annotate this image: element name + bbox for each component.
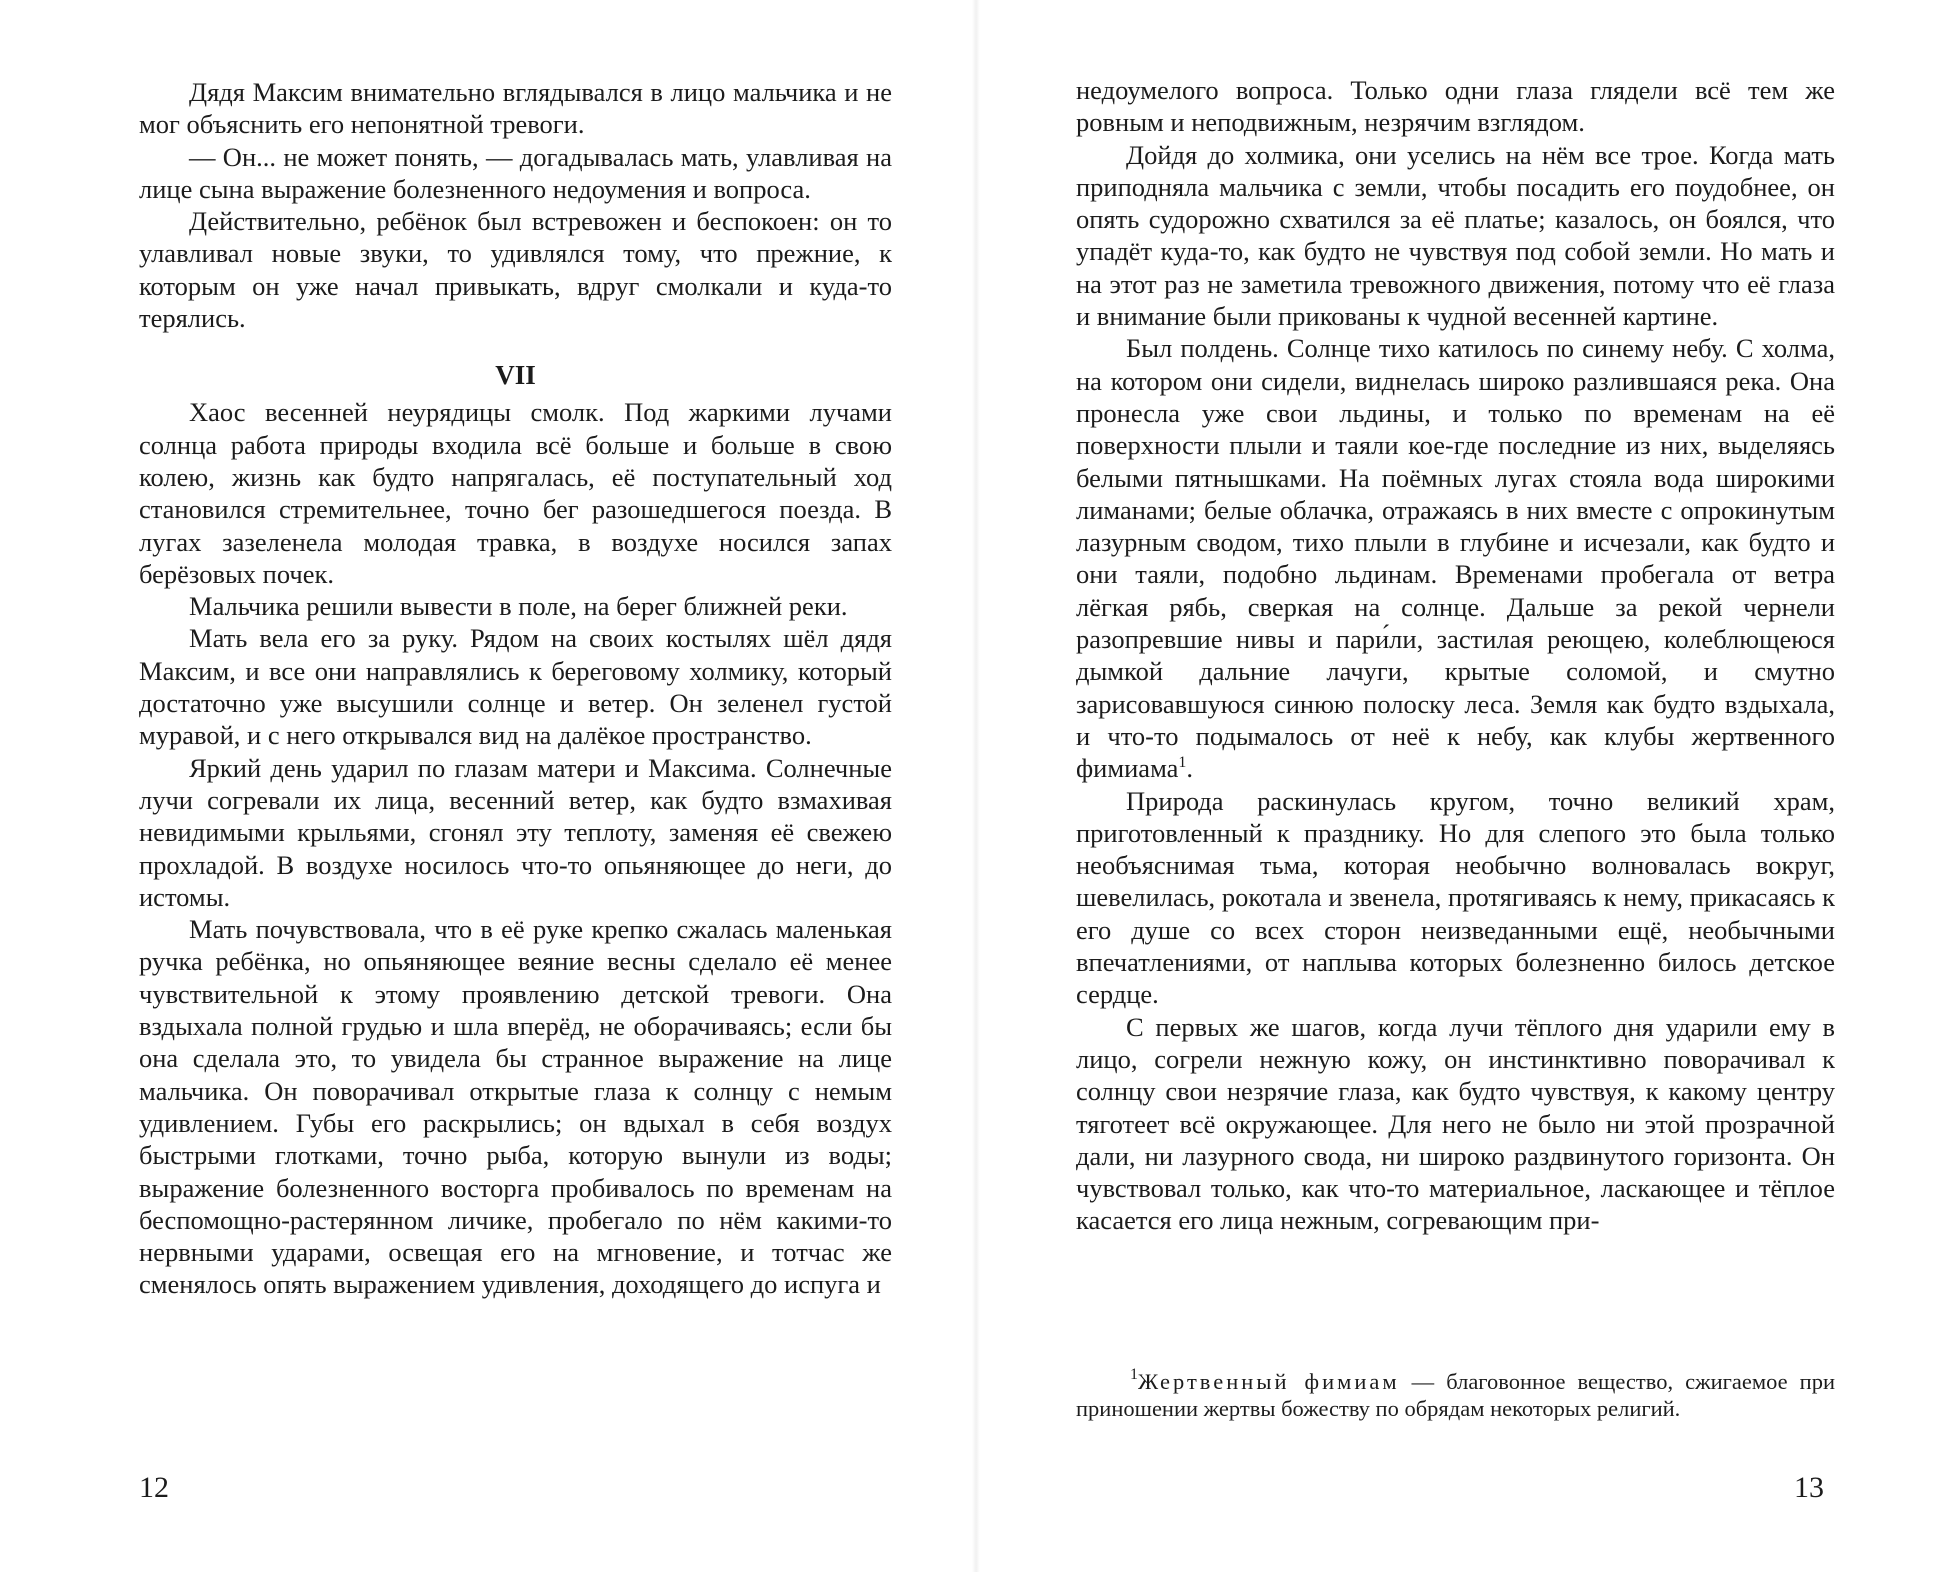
paragraph: Хаос весенней неурядицы смолк. Под жаркими лучами солнца работа природы входила всё больше и больше в свою колею, жизнь как будто напрягалась, её поступательный ход становился стремительнее, точно бег разошедшегося поезда. В лугах зазеленела молодая травка, в воздухе носился запах берёзовых почек. [139, 397, 892, 589]
paragraph: Дойдя до холмика, они уселись на нём все трое. Когда мать приподняла мальчика с земли, чтобы посадить его поудобнее, он опять судорожно схватился за её платье; казалось, он боялся, что упадёт куда-то, как будто не чувствуя под собой земли. Но мать и на этот раз не заметила тревожного движения, потому что её глаза и внимание были прикованы к чудной весенней картине. [1076, 139, 1835, 332]
page-number: 12 [139, 1471, 169, 1504]
paragraph: С первых же шагов, когда лучи тёплого дня ударили ему в лицо, согрели нежную кожу, он инстинктивно поворачивал к солнцу свои незрячие глаза, как будто чувствуя, к какому центру тяготеет всё окружающее. Для него не было ни этой прозрачной дали, ни лазурного свода, ни широко раздвинутого горизонта. Он чувствовал только, как что-то материальное, ласкающее и тёплое касается его лица нежным, согревающим при- [1076, 1011, 1835, 1236]
paragraph: — Он... не может понять, — догадывалась мать, улавливая на лице сына выражение болезненного недоумения и вопроса. [139, 141, 892, 204]
chapter-heading: VII [495, 360, 536, 391]
paragraph: Мать вела его за руку. Рядом на своих костылях шёл дядя Максим, и все они направлялись к береговому холмику, который достаточно уже высушили солнце и ветер. Он зеленел густой муравой, и с него открывался вид на далёкое пространство. [139, 623, 892, 751]
paragraph-text: Был полдень. Солнце тихо катилось по синему небу. С холма, на котором они сидели, виднелась широко разлившаяся река. Она пронесла уже свои льдины, и только по временам на её поверхности плыли и таяли кое-где последние из них, выделяясь белыми пятнышками. На поёмных лугах стояла вода широкими лиманами; белые облачка, отражаясь в них вместе с опрокинутым лазурным сводом, тихо плыли в глубине и исчезали, как будто и они таяли, подобно льдинам. Временами пробегала от ветра лёгкая рябь, сверкая на солнце. Дальше за рекой чернели разопревшие нивы и пари́ли, застилая реющею, колеблющеюся дымкой дальние лачуги, крытые соломой, и смутно зарисовавшуюся синюю полоску леса. Земля как будто вздыхала, и что-то подымалось от неё к небу, как клубы жертвенного фимиама [1076, 333, 1835, 784]
footnote-term: Жертвенный фимиам [1138, 1369, 1400, 1394]
paragraph: Дядя Максим внимательно вглядывался в лицо мальчика и не мог объяснить его непонятной тревоги. [139, 77, 892, 140]
paragraph: Мать почувствовала, что в её руке крепко сжалась маленькая ручка ребёнка, но опьяняющее веяние весны сделало её менее чувствительной к этому проявлению детской тревоги. Она вздыхала полной грудью и шла вперёд, не оборачиваясь; если бы она сделала это, то увидела бы странное выражение на лице мальчика. Он поворачивал открытые глаза к солнцу с немым удивлением. Губы его раскрылись; он вдыхал в себя воздух быстрыми глотками, точно рыба, которую вынули из воды; выражение болезненного восторга пробивалось по временам на беспомощно-растерянном личике, пробегало по нём какими-то нервными ударами, освещая его на мгновение, и тотчас же сменялось опять выражением удивления, доходящего до испуга и [139, 914, 892, 1300]
footnote-marker: 1 [1130, 1366, 1138, 1383]
footnote-text [1076, 1368, 1835, 1422]
page-number: 13 [1794, 1471, 1824, 1504]
paragraph: Природа раскинулась кругом, точно великий храм, приготовленный к празднику. Но для слепого это была только необъяснимая тьма, которая необычно волновалась вокруг, шевелилась, рокотала и звенела, протягиваясь к нему, прикасаясь к его душе со всех сторон неизведанными ещё, необычными впечатлениями, от наплыва которых болезненно билось детское сердце. [1076, 785, 1835, 1010]
paragraph: Яркий день ударил по глазам матери и Максима. Солнечные лучи согревали их лица, весенний ветер, как будто взмахивая невидимыми крыльями, сгонял эту теплоту, заменяя её свежею прохладой. В воздухе носилось что-то опьяняющее до неги, до истомы. [139, 752, 892, 912]
continued-paragraph: недоумелого вопроса. Только одни глаза глядели всё тем же ровным и неподвижным, незрячим взглядом. [1076, 75, 1835, 138]
left-page-text [139, 76, 892, 1301]
paragraph: Действительно, ребёнок был встревожен и беспокоен: он то улавливал новые звуки, то удивлялся тому, что прежние, к которым он уже начал привыкать, вдруг смолкали и куда-то терялись. [139, 206, 892, 334]
footnote [1076, 1368, 1835, 1422]
right-page [976, 0, 1952, 1572]
footnote-reference[interactable]: 1 [1178, 754, 1187, 772]
footnote-definition: — благовонное вещество, сжигаемое при приношении жертвы божеству по обрядам некоторых религий. [1076, 1369, 1835, 1421]
right-page-text [1076, 74, 1835, 1237]
paragraph: Мальчика решили вывести в поле, на берег ближней реки. [189, 591, 848, 622]
paragraph [1076, 332, 1835, 784]
sentence-period: . [1186, 753, 1194, 784]
